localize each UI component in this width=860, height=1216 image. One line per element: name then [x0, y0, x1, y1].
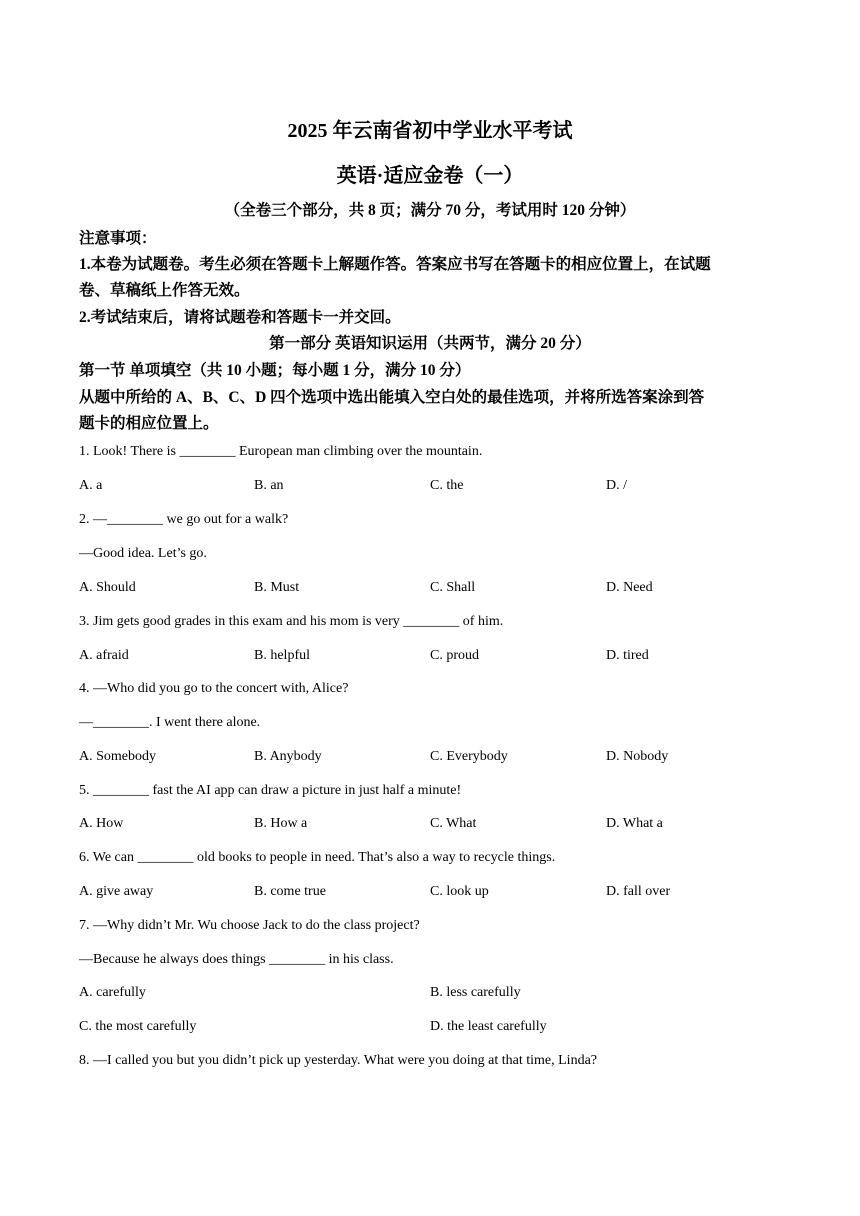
- question-6-option-b: B. come true: [254, 884, 326, 899]
- question-7-reply: —Because he always does things ________ in his class.: [79, 952, 394, 967]
- question-4-option-c: C. Everybody: [430, 749, 508, 764]
- question-4-option-b: B. Anybody: [254, 749, 322, 764]
- note-1-line-2: 卷、草稿纸上作答无效。: [79, 282, 250, 299]
- notes-heading: 注意事项：: [79, 230, 157, 247]
- question-1-option-b: B. an: [254, 478, 284, 493]
- question-5-option-b: B. How a: [254, 816, 308, 831]
- question-3-option-d: D. tired: [606, 648, 649, 663]
- question-7-option-b: B. less carefully: [430, 985, 521, 1000]
- question-1-option-c: C. the: [430, 478, 464, 493]
- instruction-line-2: 题卡的相应位置上。: [79, 415, 219, 432]
- question-2-option-d: D. Need: [606, 580, 653, 595]
- question-4-stem: 4. —Who did you go to the concert with, Alice?: [79, 681, 349, 696]
- question-5-option-c: C. What: [430, 816, 477, 831]
- question-7-option-a: A. carefully: [79, 985, 146, 1000]
- question-3-option-b: B. helpful: [254, 648, 310, 663]
- question-3-stem: 3. Jim gets good grades in this exam and his mom is very ________ of him.: [79, 614, 504, 629]
- question-3-option-c: C. proud: [430, 648, 479, 663]
- note-1-line-1: 1.本卷为试题卷。考生必须在答题卡上解题作答。答案应书写在答题卡的相应位置上，在试题: [79, 256, 711, 273]
- question-6-option-d: D. fall over: [606, 884, 671, 899]
- question-1-option-a: A. a: [79, 478, 103, 493]
- section1-title: 第一节 单项填空（共 10 小题；每小题 1 分，满分 10 分）: [79, 362, 471, 379]
- question-5-option-a: A. How: [79, 816, 124, 831]
- question-1-stem: 1. Look! There is ________ European man climbing over the mountain.: [79, 444, 483, 459]
- part1-title: 第一部分 英语知识运用（共两节，满分 20 分）: [269, 335, 591, 352]
- instruction-line-1: 从题中所给的 A、B、C、D 四个选项中选出能填入空白处的最佳选项，并将所选答案涂到答: [79, 389, 705, 406]
- question-5-stem: 5. ________ fast the AI app can draw a picture in just half a minute!: [79, 783, 462, 798]
- question-7-option-d: D. the least carefully: [430, 1019, 547, 1034]
- question-1-option-d: D. /: [606, 478, 627, 493]
- question-2-option-b: B. Must: [254, 580, 300, 595]
- question-2-option-c: C. Shall: [430, 580, 476, 595]
- question-4-option-d: D. Nobody: [606, 749, 669, 764]
- question-2-option-a: A. Should: [79, 580, 136, 595]
- note-2: 2.考试结束后，请将试题卷和答题卡一并交回。: [79, 309, 401, 326]
- question-4-reply: —________. I went there alone.: [79, 715, 261, 730]
- question-4-option-a: A. Somebody: [79, 749, 156, 764]
- question-7-stem: 7. —Why didn’t Mr. Wu choose Jack to do the class project?: [79, 918, 420, 933]
- question-3-option-a: A. afraid: [79, 648, 129, 663]
- exam-subtitle: 英语·适应金卷（一）: [336, 165, 524, 187]
- question-8-stem: 8. —I called you but you didn’t pick up yesterday. What were you doing at that time, Linda?: [79, 1053, 597, 1068]
- question-2-reply: —Good idea. Let’s go.: [79, 546, 207, 561]
- question-5-option-d: D. What a: [606, 816, 663, 831]
- question-6-option-a: A. give away: [79, 884, 154, 899]
- question-6-option-c: C. look up: [430, 884, 489, 899]
- exam-title: 2025 年云南省初中学业水平考试: [287, 120, 573, 142]
- exam-info: （全卷三个部分，共 8 页；满分 70 分，考试用时 120 分钟）: [224, 202, 636, 219]
- question-2-stem: 2. —________ we go out for a walk?: [79, 512, 289, 527]
- question-7-option-c: C. the most carefully: [79, 1019, 197, 1034]
- question-6-stem: 6. We can ________ old books to people in need. That’s also a way to recycle things.: [79, 850, 556, 865]
